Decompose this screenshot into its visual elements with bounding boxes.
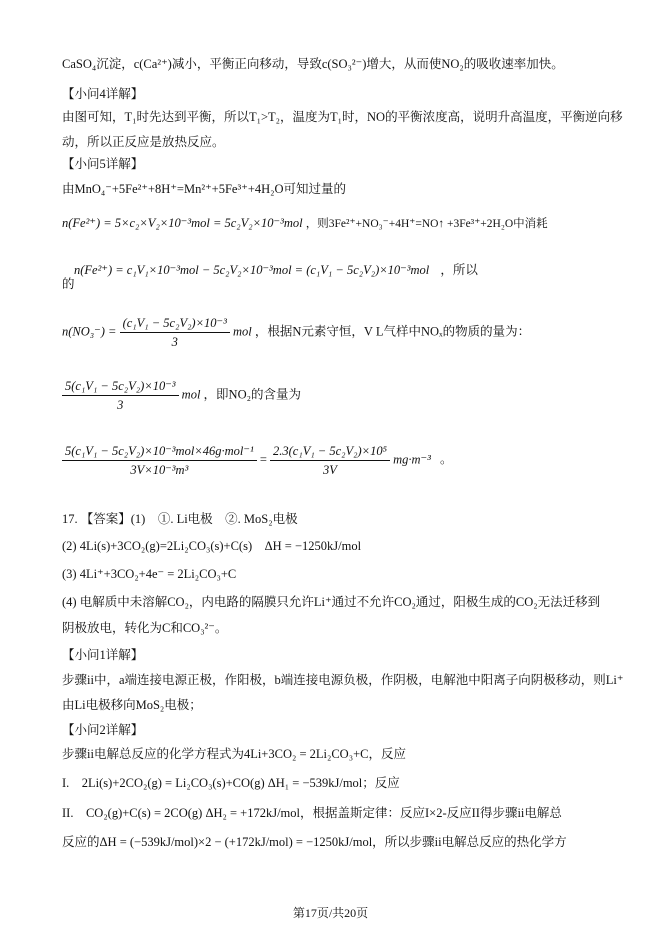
answer-line: (2) 4Li(s)+3CO₂(g)=2Li₂CO₃(s)+C(s) ΔH = −1250kJ/mol (62, 539, 362, 553)
text-fragment: 。 (439, 452, 453, 467)
text-fragment: 的 (62, 277, 75, 291)
section-heading: 【小问4详解】 (62, 87, 144, 101)
text-line: 步骤ii电解总反应的化学方程式为4Li+3CO₂ = 2Li₂CO₃+C，反应 (62, 747, 406, 761)
text-fragment: ，根据N元素守恒，V L气样中NOₓ的物质的量为： (254, 324, 531, 339)
section-heading: 【小问2详解】 (62, 723, 144, 737)
fraction (62, 378, 179, 413)
unit: mol (233, 324, 252, 339)
section-heading: 【小问1详解】 (62, 648, 144, 662)
denominator: 3V (323, 463, 337, 477)
equation: n(Fe²⁺) = c₁V₁×10⁻³mol − 5c₂V₂×10⁻³mol = (c₁V₁ − 5c₂V₂)×10⁻³mol (74, 263, 430, 277)
fraction (120, 315, 230, 350)
equation-line (62, 315, 530, 350)
numerator: 5(c₁V₁ − 5c₂V₂)×10⁻³ (62, 378, 179, 396)
text-fragment: ，所以 (440, 263, 478, 277)
denominator: 3V×10⁻³m³ (130, 463, 189, 477)
fraction (270, 443, 390, 478)
fraction (62, 443, 257, 478)
text-line: 由MnO₄⁻+5Fe²⁺+8H⁺=Mn²⁺+5Fe³⁺+4H₂O可知过量的 (62, 182, 347, 196)
text-fragment: ，则3Fe²⁺+NO₃⁻+4H⁺=NO↑ +3Fe³⁺+2H₂O中消耗 (305, 218, 548, 230)
numerator: 5(c₁V₁ − 5c₂V₂)×10⁻³mol×46g·mol⁻¹ (62, 443, 257, 461)
text-line: CaSO₄沉淀，c(Ca²⁺)减小，平衡正向移动，导致c(SO₃²⁻)增大，从而使NO₂的吸收速率加快。 (62, 57, 564, 71)
answer-line: 17. 【答案】(1) ①. Li电极 ②. MoS₂电极 (62, 512, 298, 526)
equation-line (62, 262, 478, 278)
equation: n(Fe²⁺) = 5×c₂×V₂×10⁻³mol = 5c₂V₂×10⁻³mol (62, 216, 303, 230)
equals-sign: = (259, 452, 267, 467)
text-line: II. CO₂(g)+C(s) = 2CO(g) ΔH₂ = +172kJ/mol，根据盖斯定律：反应I×2-反应II得步骤ii电解总 (62, 806, 562, 820)
equation-line (62, 443, 452, 478)
equation-line (62, 378, 301, 413)
equation-line (62, 215, 548, 232)
denominator: 3 (171, 335, 178, 349)
text-line: 由Li电极移向MoS₂电极； (62, 698, 202, 712)
numerator: (c₁V₁ − 5c₂V₂)×10⁻³ (120, 315, 230, 333)
denominator: 3 (117, 398, 124, 412)
text-line: 阴极放电，转化为C和CO₃²⁻。 (62, 621, 228, 635)
numerator: 2.3(c₁V₁ − 5c₂V₂)×10⁵ (270, 443, 390, 461)
text-line: 反应的ΔH = (−539kJ/mol)×2 − (+172kJ/mol) = −1250kJ/mol，所以步骤ii电解总反应的热化学方 (62, 835, 567, 849)
text-line: 步骤ii中，a端连接电源正极，作阳极，b端连接电源负极，作阴极，电解池中阳离子向阴极移动，则Li⁺ (62, 673, 624, 687)
text-line: 动，所以正反应是放热反应。 (62, 135, 225, 149)
answer-line: (3) 4Li⁺+3CO₂+4e⁻ = 2Li₂CO₃+C (62, 567, 237, 581)
text-fragment: ，即NO₂的含量为 (203, 387, 301, 402)
text-line: 由图可知，T₁时先达到平衡，所以T₁>T₂，温度为T₁时，NO的平衡浓度高，说明升高温度，平衡逆向移 (62, 110, 623, 124)
unit: mg·m⁻³ (393, 452, 431, 467)
unit: mol (181, 387, 201, 402)
text-line: (4) 电解质中未溶解CO₂，内电路的隔膜只允许Li⁺通过不允许CO₂通过，阳极生成的CO₂无法迁移到 (62, 595, 601, 609)
equation: n(NO₃⁻) = (62, 324, 117, 339)
page-number: 第17页/共20页 (292, 906, 369, 920)
text-line: I. 2Li(s)+2CO₂(g) = Li₂CO₃(s)+CO(g) ΔH₁ = −539kJ/mol；反应 (62, 776, 400, 790)
section-heading: 【小问5详解】 (62, 157, 144, 171)
